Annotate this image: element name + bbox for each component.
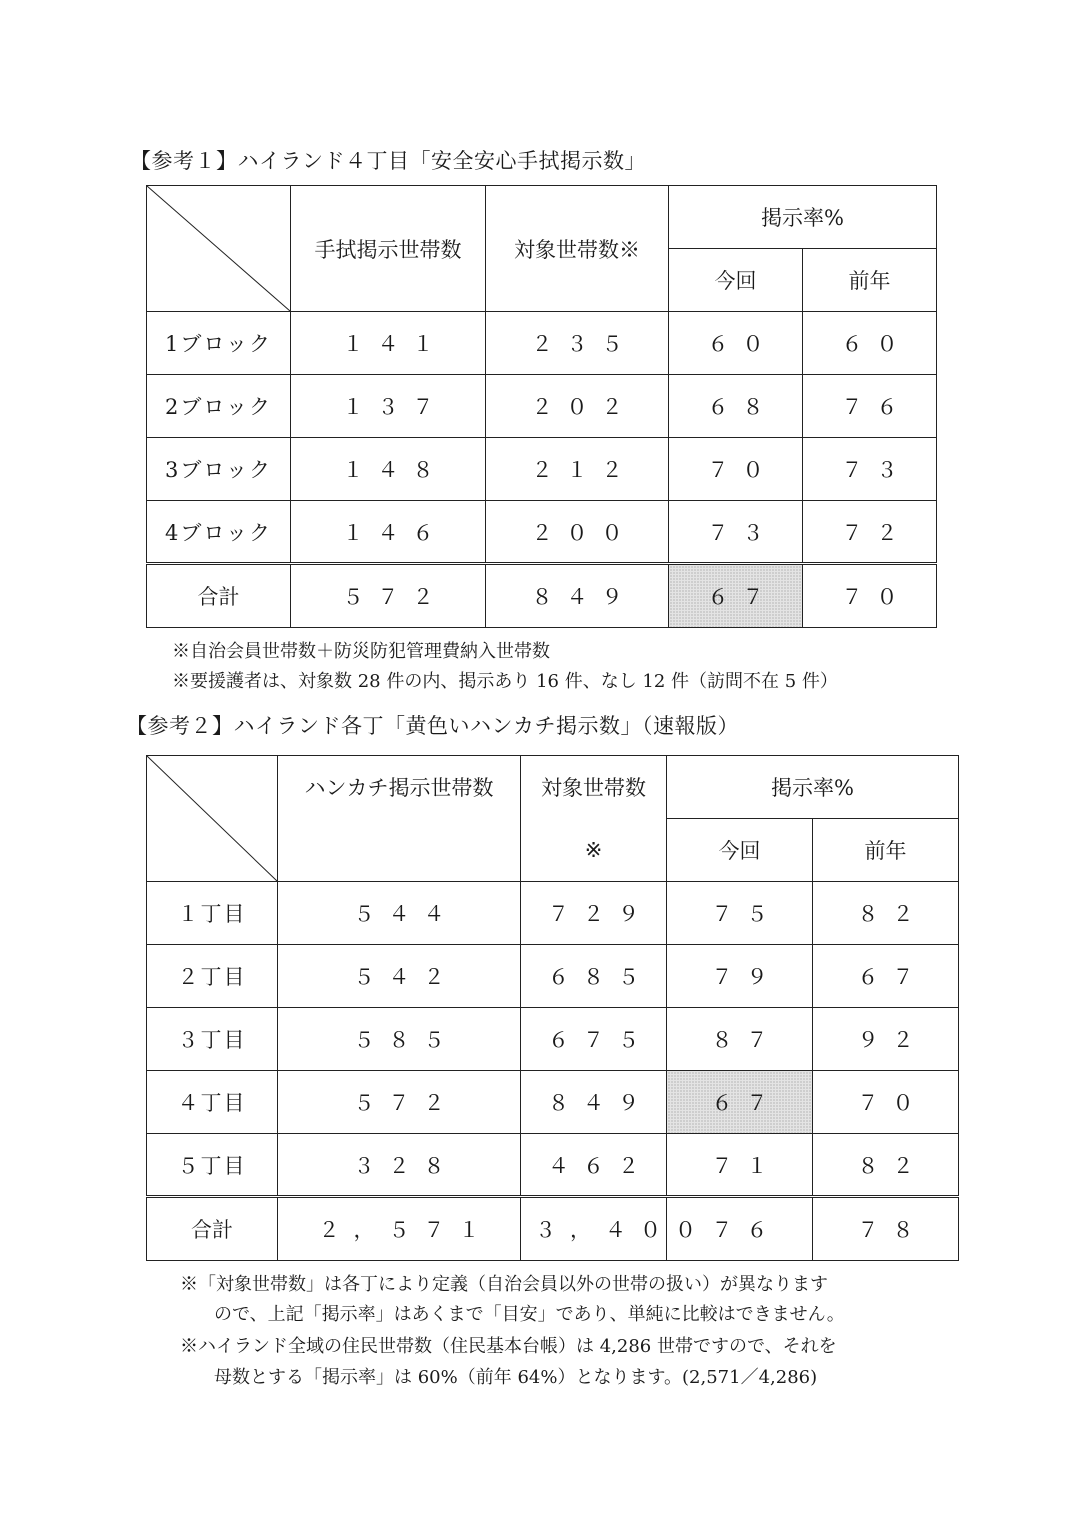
households-cell: １４６ bbox=[291, 501, 486, 564]
total-previous-rate: ７０ bbox=[803, 564, 937, 628]
table2-title: 【参考２】ハイランド各丁「黄色いハンカチ掲示数」（速報版） bbox=[126, 714, 739, 738]
previous-rate-cell: ８２ bbox=[813, 882, 959, 945]
header-target-note-mark: ※ bbox=[521, 819, 667, 882]
target-cell: ６７５ bbox=[521, 1008, 667, 1071]
diagonal-line bbox=[147, 756, 277, 881]
total-previous-rate: ７８ bbox=[813, 1197, 959, 1261]
header-rate: 掲示率% bbox=[667, 756, 959, 819]
header-previous: 前年 bbox=[813, 819, 959, 882]
row-label: 3ブロック bbox=[147, 438, 291, 501]
previous-rate-cell: ７３ bbox=[803, 438, 937, 501]
row-label: 2ブロック bbox=[147, 375, 291, 438]
target-cell: ２０２ bbox=[486, 375, 669, 438]
households-cell: ５４２ bbox=[278, 945, 521, 1008]
total-current-rate: ７６ bbox=[667, 1197, 813, 1261]
households-cell: １４１ bbox=[291, 312, 486, 375]
table1-title: 【参考１】ハイランド４丁目「安全安心手拭掲示数」 bbox=[130, 149, 646, 173]
diagonal-header-cell bbox=[147, 756, 278, 882]
target-cell: ２１２ bbox=[486, 438, 669, 501]
yellow-handkerchief-display-table bbox=[146, 755, 959, 1261]
hand-towel-display-table bbox=[146, 185, 937, 628]
previous-rate-cell: ７０ bbox=[813, 1071, 959, 1134]
target-cell: ４６２ bbox=[521, 1134, 667, 1197]
households-cell: ３２８ bbox=[278, 1134, 521, 1197]
row-label: ４丁目 bbox=[147, 1071, 278, 1134]
current-rate-cell: ８７ bbox=[667, 1008, 813, 1071]
total-current-rate-highlighted: ６７ bbox=[669, 564, 803, 628]
current-rate-cell: ７３ bbox=[669, 501, 803, 564]
row-label: 4ブロック bbox=[147, 501, 291, 564]
total-label: 合計 bbox=[147, 1197, 278, 1261]
table-row bbox=[147, 375, 937, 438]
header-target: 対象世帯数 bbox=[521, 756, 667, 819]
households-cell: ５８５ bbox=[278, 1008, 521, 1071]
table-row bbox=[147, 1071, 959, 1134]
households-cell: １３７ bbox=[291, 375, 486, 438]
total-households: ５７２ bbox=[291, 564, 486, 628]
diagonal-header-cell bbox=[147, 186, 291, 312]
total-households: ２，５７１ bbox=[278, 1197, 521, 1261]
diagonal-line bbox=[147, 186, 290, 311]
row-label: ５丁目 bbox=[147, 1134, 278, 1197]
header-previous: 前年 bbox=[803, 249, 937, 312]
row-label: １丁目 bbox=[147, 882, 278, 945]
target-cell: ６８５ bbox=[521, 945, 667, 1008]
total-row bbox=[147, 564, 937, 628]
header-households: 手拭掲示世帯数 bbox=[291, 186, 486, 312]
header-households: ハンカチ掲示世帯数 bbox=[278, 756, 521, 819]
table-row bbox=[147, 1134, 959, 1197]
header-current: 今回 bbox=[669, 249, 803, 312]
header-households-blank bbox=[278, 819, 521, 882]
total-target: ８４９ bbox=[486, 564, 669, 628]
current-rate-cell: ７０ bbox=[669, 438, 803, 501]
table1-note-2: ※要援護者は、対象数 28 件の内、掲示あり 16 件、なし 12 件（訪問不在 5 件） bbox=[172, 671, 838, 692]
households-cell: ５４４ bbox=[278, 882, 521, 945]
table-row bbox=[147, 501, 937, 564]
header-target: 対象世帯数※ bbox=[486, 186, 669, 312]
previous-rate-cell: ７６ bbox=[803, 375, 937, 438]
previous-rate-cell: ６０ bbox=[803, 312, 937, 375]
current-rate-cell-highlighted: ６７ bbox=[667, 1071, 813, 1134]
table-row bbox=[147, 882, 959, 945]
current-rate-cell: ６８ bbox=[669, 375, 803, 438]
target-cell: ８４９ bbox=[521, 1071, 667, 1134]
target-cell: ２００ bbox=[486, 501, 669, 564]
previous-rate-cell: ９２ bbox=[813, 1008, 959, 1071]
target-cell: ２３５ bbox=[486, 312, 669, 375]
previous-rate-cell: ６７ bbox=[813, 945, 959, 1008]
row-label: 1ブロック bbox=[147, 312, 291, 375]
table-row bbox=[147, 438, 937, 501]
current-rate-cell: ７１ bbox=[667, 1134, 813, 1197]
table2-note-3: ※ハイランド全域の住民世帯数（住民基本台帳）は 4,286 世帯ですので、それを bbox=[180, 1336, 837, 1357]
current-rate-cell: ７９ bbox=[667, 945, 813, 1008]
table2-note-1: ※「対象世帯数」は各丁により定義（自治会員以外の世帯の扱い）が異なります bbox=[180, 1274, 828, 1295]
total-target: ３，４００ bbox=[521, 1197, 667, 1261]
table-row bbox=[147, 1008, 959, 1071]
header-rate: 掲示率% bbox=[669, 186, 937, 249]
table-row bbox=[147, 945, 959, 1008]
households-cell: ５７２ bbox=[278, 1071, 521, 1134]
total-label: 合計 bbox=[147, 564, 291, 628]
current-rate-cell: ６０ bbox=[669, 312, 803, 375]
row-label: ２丁目 bbox=[147, 945, 278, 1008]
table-row bbox=[147, 312, 937, 375]
previous-rate-cell: ７２ bbox=[803, 501, 937, 564]
current-rate-cell: ７５ bbox=[667, 882, 813, 945]
table2-note-2: ので、上記「掲示率」はあくまで「目安」であり、単純に比較はできません。 bbox=[214, 1304, 845, 1325]
table2-note-4: 母数とする「掲示率」は 60%（前年 64%）となります。(2,571／4,286) bbox=[214, 1367, 818, 1388]
target-cell: ７２９ bbox=[521, 882, 667, 945]
households-cell: １４８ bbox=[291, 438, 486, 501]
total-row bbox=[147, 1197, 959, 1261]
header-current: 今回 bbox=[667, 819, 813, 882]
previous-rate-cell: ８２ bbox=[813, 1134, 959, 1197]
row-label: ３丁目 bbox=[147, 1008, 278, 1071]
table1-note-1: ※自治会員世帯数＋防災防犯管理費納入世帯数 bbox=[172, 641, 550, 662]
